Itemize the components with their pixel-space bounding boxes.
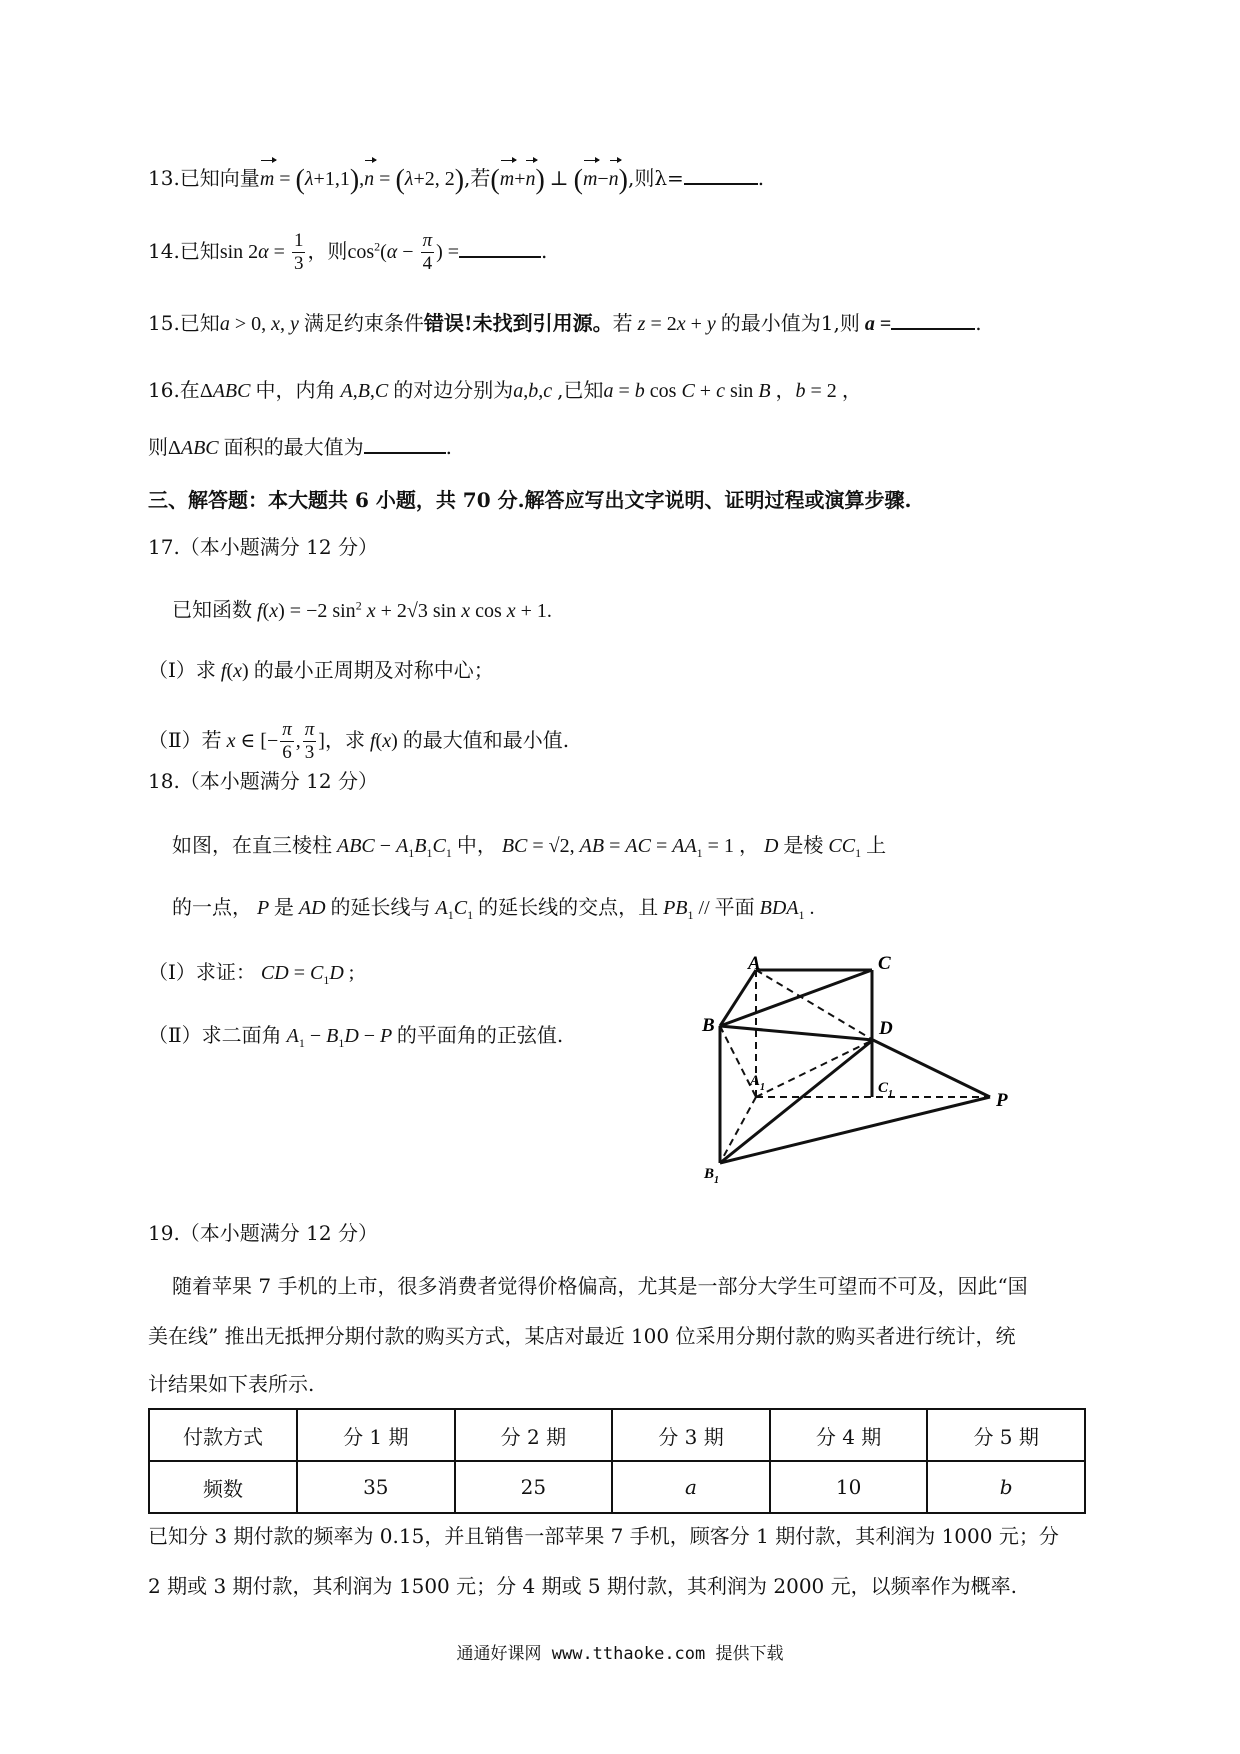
table-header-cell: 分 1 期 (297, 1409, 455, 1461)
table-row (149, 1461, 1085, 1513)
question-14: 14.已知sin 2α = $\frac{1}{3}$ ，则$\cos^2(\alpha$ − $\frac{\pi}{4}$ ) = . (148, 230, 548, 274)
question-18-line2: 的一点， P 是 AD 的延长线与 $A_1C_1$ 的延长线的交点，且 $PB_1$ // 平面 $BDA_1$ . (172, 895, 815, 922)
label-A1: A (750, 1073, 761, 1089)
section-title: 三、解答题：本大题共 6 小题，共 70 分.解答应写出文字说明、证明过程或演算步骤. (148, 488, 912, 512)
table-cell: b (927, 1461, 1085, 1513)
table-cell: 25 (455, 1461, 613, 1513)
table-header-cell: 分 2 期 (455, 1409, 613, 1461)
answer-blank (891, 310, 975, 330)
table-cell: a (612, 1461, 770, 1513)
question-19-after1: 已知分 3 期付款的频率为 0.15，并且销售一部苹果 7 手机，顾客分 1 期付款，其利润为 1000 元；分 (148, 1524, 1059, 1548)
frequency-table (148, 1408, 1086, 1514)
label-B: B (702, 1015, 715, 1036)
label-C1: C (878, 1080, 889, 1096)
label-A1-sub: 1 (760, 1082, 765, 1093)
question-19-after2: 2 期或 3 期付款，其利润为 1500 元；分 4 期或 5 期付款，其利润为 2000 元，以频率作为概率. (148, 1574, 1017, 1598)
table-header-cell: 付款方式 (149, 1409, 297, 1461)
question-18-part2: （Ⅱ）求二面角 $A_1 - B_1D - P$ 的平面角的正弦值. (148, 1023, 564, 1050)
question-17-header: 17.（本小题满分 12 分） (148, 535, 378, 559)
question-17-part2: （Ⅱ）若 x ∈ [− $\frac{\pi}{6}$ , $\frac{\pi}{3}$ ]，求 f(x) 的最大值和最小值. (148, 719, 570, 763)
question-16-line2: 则ΔABC 面积的最大值为 . (148, 435, 453, 459)
question-19-para1: 随着苹果 7 手机的上市，很多消费者觉得价格偏高，尤其是一部分大学生可望而不可及，因此“国 (172, 1274, 1028, 1298)
table-row (149, 1409, 1085, 1461)
question-15: 15.已知a > 0, x, y 满足约束条件错误!未找到引用源。若 z = 2x + y 的最小值为1,则 a = . (148, 311, 982, 335)
question-17-part1: （Ⅰ）求 f(x) 的最小正周期及对称中心； (148, 658, 494, 682)
question-19-para2: 美在线” 推出无抵押分期付款的购买方式，某店对最近 100 位采用分期付款的购买者进行统计，统 (148, 1324, 1016, 1348)
footer-download-note: 通通好课网 www.tthaoke.com 提供下载 (456, 1644, 784, 1664)
label-C: C (878, 955, 891, 974)
question-13: 13.已知向量m = (λ+1,1),n = (λ+2, 2),若(m+n) ⊥ (m−n),则λ= . (148, 164, 765, 196)
answer-blank (459, 238, 541, 258)
question-16-line1: 16.在ΔABC 中，内角 A,B,C 的对边分别为a,b,c ,已知a = b cos C + c sin B ，b = 2 ， (148, 378, 862, 402)
edge-AB (720, 970, 756, 1026)
table-cell: 频数 (149, 1461, 297, 1513)
label-P: P (996, 1090, 1008, 1111)
question-18-line1: 如图，在直三棱柱 ABC − $A_1B_1C_1$ 中， BC = √2, AB = AC = $AA_1 = 1$ ， D 是棱 $CC_1$ 上 (172, 833, 887, 860)
label-A: A (748, 955, 761, 974)
question-18-header: 18.（本小题满分 12 分） (148, 769, 378, 793)
label-B1: B (704, 1166, 715, 1182)
label-D: D (879, 1018, 893, 1039)
question-19-header: 19.（本小题满分 12 分） (148, 1221, 378, 1245)
question-17-stem: 已知函数 f(x) = −2 $\sin^2 x + 2√3$ sin x cos x + 1. (172, 597, 552, 622)
edge-BC (720, 970, 872, 1026)
question-18-part1: （Ⅰ）求证： CD = $C_1D$ ; (148, 960, 355, 987)
table-header-cell: 分 3 期 (612, 1409, 770, 1461)
table-header-cell: 分 5 期 (927, 1409, 1085, 1461)
reference-error: 错误!未找到引用源。 (423, 311, 613, 335)
table-cell: 35 (297, 1461, 455, 1513)
label-C1-sub: 1 (888, 1089, 893, 1100)
edge-BD (720, 1026, 873, 1040)
table-header-cell: 分 4 期 (770, 1409, 928, 1461)
prism-figure (690, 955, 1020, 1185)
dash-A1B1 (720, 1097, 756, 1163)
label-B1-sub: 1 (714, 1175, 719, 1185)
answer-blank (684, 165, 758, 185)
table-cell: 10 (770, 1461, 928, 1513)
question-19-para3: 计结果如下表所示. (148, 1372, 315, 1396)
answer-blank (364, 434, 446, 454)
